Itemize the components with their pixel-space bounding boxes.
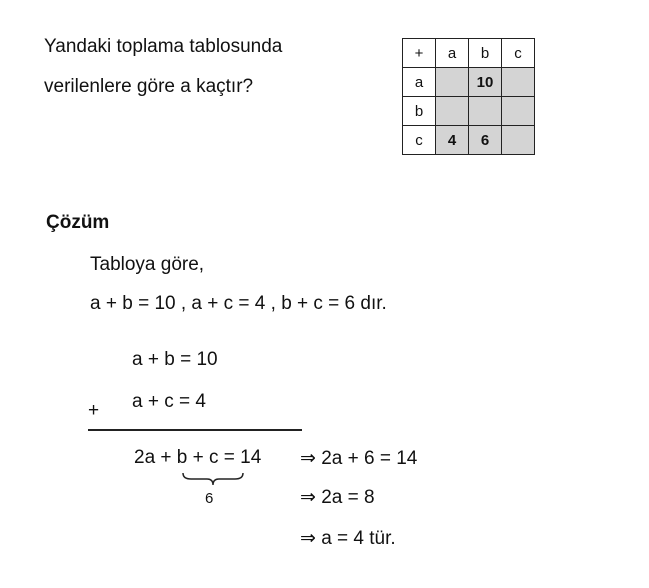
plus-sign: +	[88, 400, 100, 421]
table-row	[403, 97, 535, 126]
table-cell	[436, 97, 469, 126]
table-cell	[502, 126, 535, 155]
step-1: ⇒ 2a + 6 = 14	[300, 448, 418, 469]
step-2: ⇒ 2a = 8	[300, 487, 375, 508]
table-cell	[502, 97, 535, 126]
table-cell	[502, 68, 535, 97]
addition-table	[402, 38, 535, 155]
solution-equations: a + b = 10 , a + c = 4 , b + c = 6 dır.	[90, 293, 387, 314]
table-cell: 4	[436, 126, 469, 155]
equation-1: a + b = 10	[132, 349, 218, 370]
table-row	[403, 68, 535, 97]
table-cell: 6	[469, 126, 502, 155]
step-3: ⇒ a = 4 tür.	[300, 528, 396, 549]
table-header-cell: b	[469, 39, 502, 68]
sum-equation: 2a + b + c = 14	[134, 447, 262, 468]
table-cell: 10	[469, 68, 502, 97]
table-header-row	[403, 39, 535, 68]
row-label: c	[403, 126, 436, 155]
solution-heading: Çözüm	[46, 212, 110, 233]
table-cell	[436, 68, 469, 97]
table-cell	[469, 97, 502, 126]
sum-line	[88, 429, 302, 431]
underbrace	[181, 471, 245, 487]
row-label: b	[403, 97, 436, 126]
equation-2: a + c = 4	[132, 391, 206, 412]
row-label: a	[403, 68, 436, 97]
table-row	[403, 126, 535, 155]
solution-intro: Tabloya göre,	[90, 254, 205, 275]
question-line-1: Yandaki toplama tablosunda	[44, 36, 283, 57]
table-header-cell: a	[436, 39, 469, 68]
question-line-2: verilenlere göre a kaçtır?	[44, 76, 254, 97]
table-header-cell: +	[403, 39, 436, 68]
table-header-cell: c	[502, 39, 535, 68]
brace-value: 6	[205, 490, 214, 507]
